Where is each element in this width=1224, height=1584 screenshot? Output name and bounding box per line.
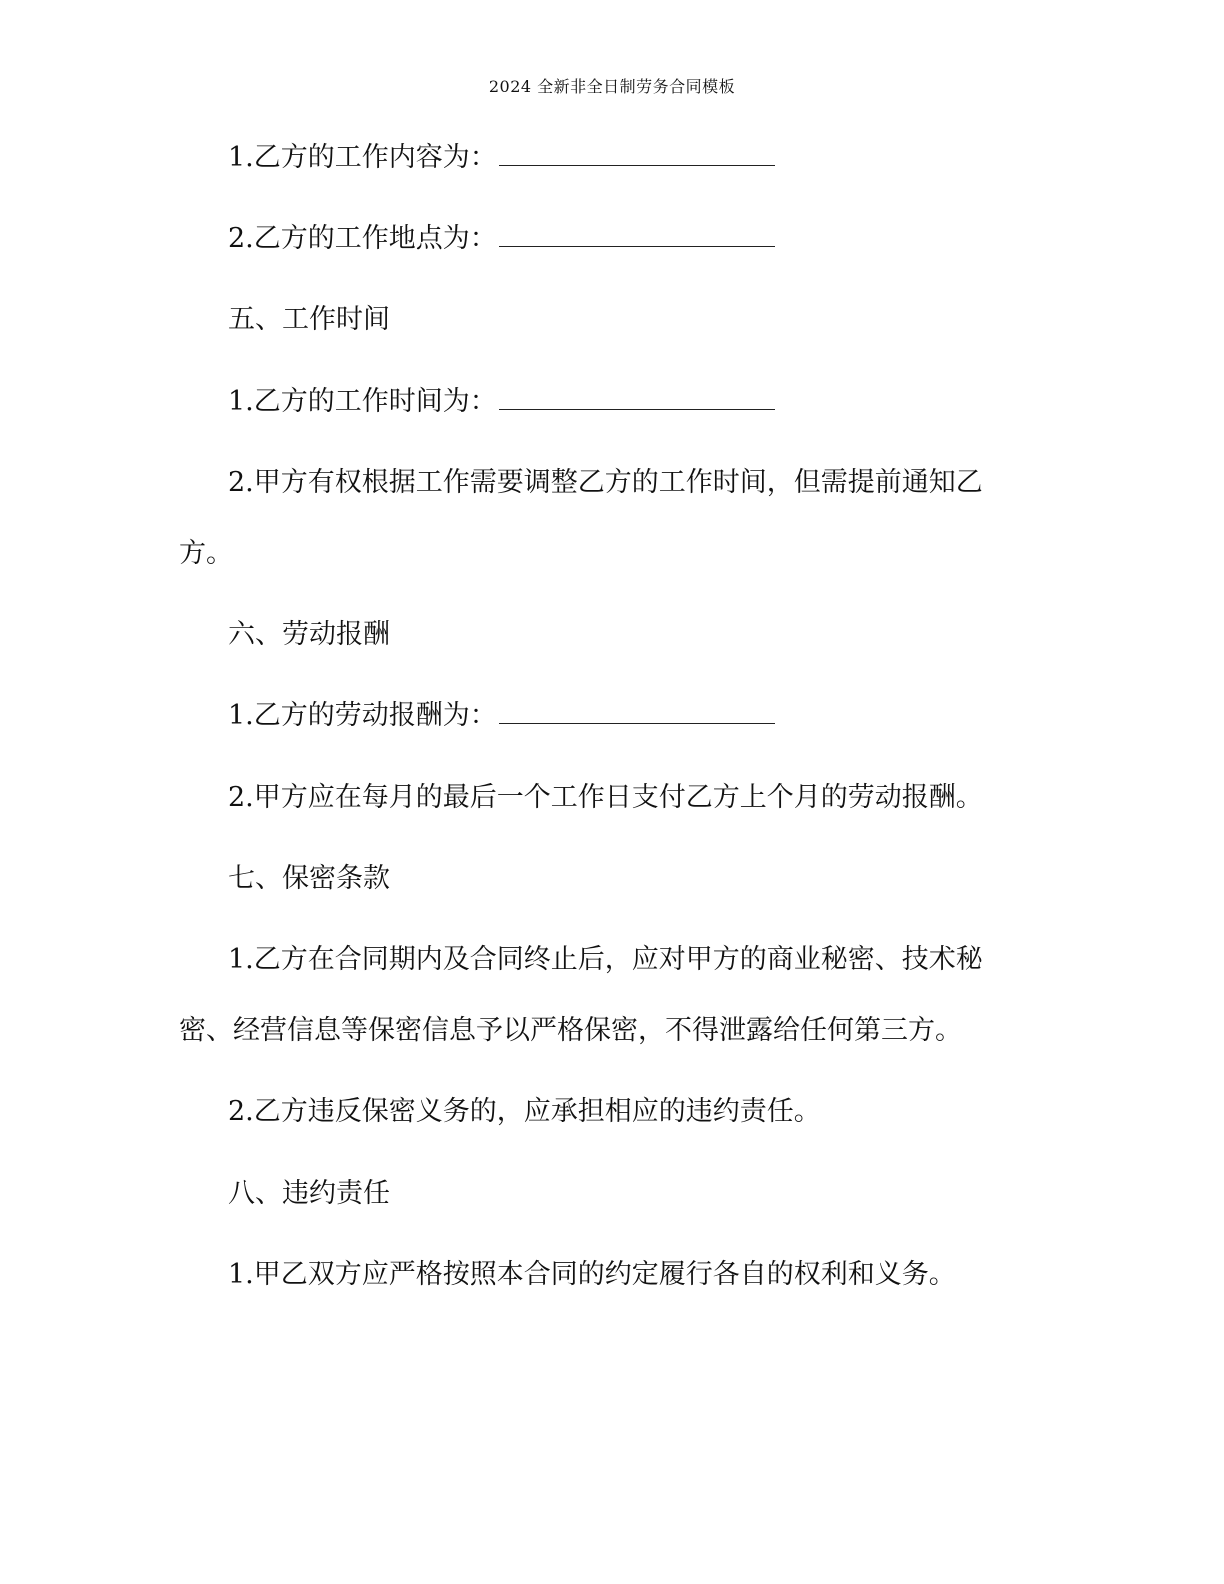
clause-label: 2.乙方的工作地点为：	[228, 223, 497, 254]
clause-label: 1.乙方的劳动报酬为：	[228, 700, 497, 731]
section-heading: 六、劳动报酬	[228, 619, 390, 650]
clause-label: 1.乙方的工作内容为：	[228, 142, 497, 173]
paragraph-line: 1.乙方在合同期内及合同终止后，应对甲方的商业秘密、技术秘	[228, 944, 983, 975]
paragraph-line: 2.乙方违反保密义务的，应承担相应的违约责任。	[228, 1096, 821, 1127]
paragraph-line: 方。	[179, 538, 233, 569]
paragraph-line: 2.甲方有权根据工作需要调整乙方的工作时间，但需提前通知乙	[228, 467, 983, 498]
clause-work-content	[228, 140, 775, 176]
fill-in-blank	[499, 387, 775, 410]
paragraph-line: 密、经营信息等保密信息予以严格保密，不得泄露给任何第三方。	[179, 1015, 962, 1046]
section-heading: 七、保密条款	[228, 863, 390, 894]
fill-in-blank	[499, 143, 775, 166]
section-heading: 八、违约责任	[228, 1178, 390, 1209]
paragraph-line: 1.甲乙双方应严格按照本合同的约定履行各自的权利和义务。	[228, 1259, 956, 1290]
clause-work-time	[228, 384, 775, 420]
fill-in-blank	[499, 224, 775, 247]
clause-remuneration	[228, 698, 775, 734]
clause-label: 1.乙方的工作时间为：	[228, 386, 497, 417]
fill-in-blank	[499, 701, 775, 724]
paragraph-line: 2.甲方应在每月的最后一个工作日支付乙方上个月的劳动报酬。	[228, 782, 983, 813]
page-header: 2024 全新非全日制劳务合同模板	[488, 77, 736, 96]
clause-work-location	[228, 221, 775, 257]
section-heading: 五、工作时间	[228, 304, 390, 335]
